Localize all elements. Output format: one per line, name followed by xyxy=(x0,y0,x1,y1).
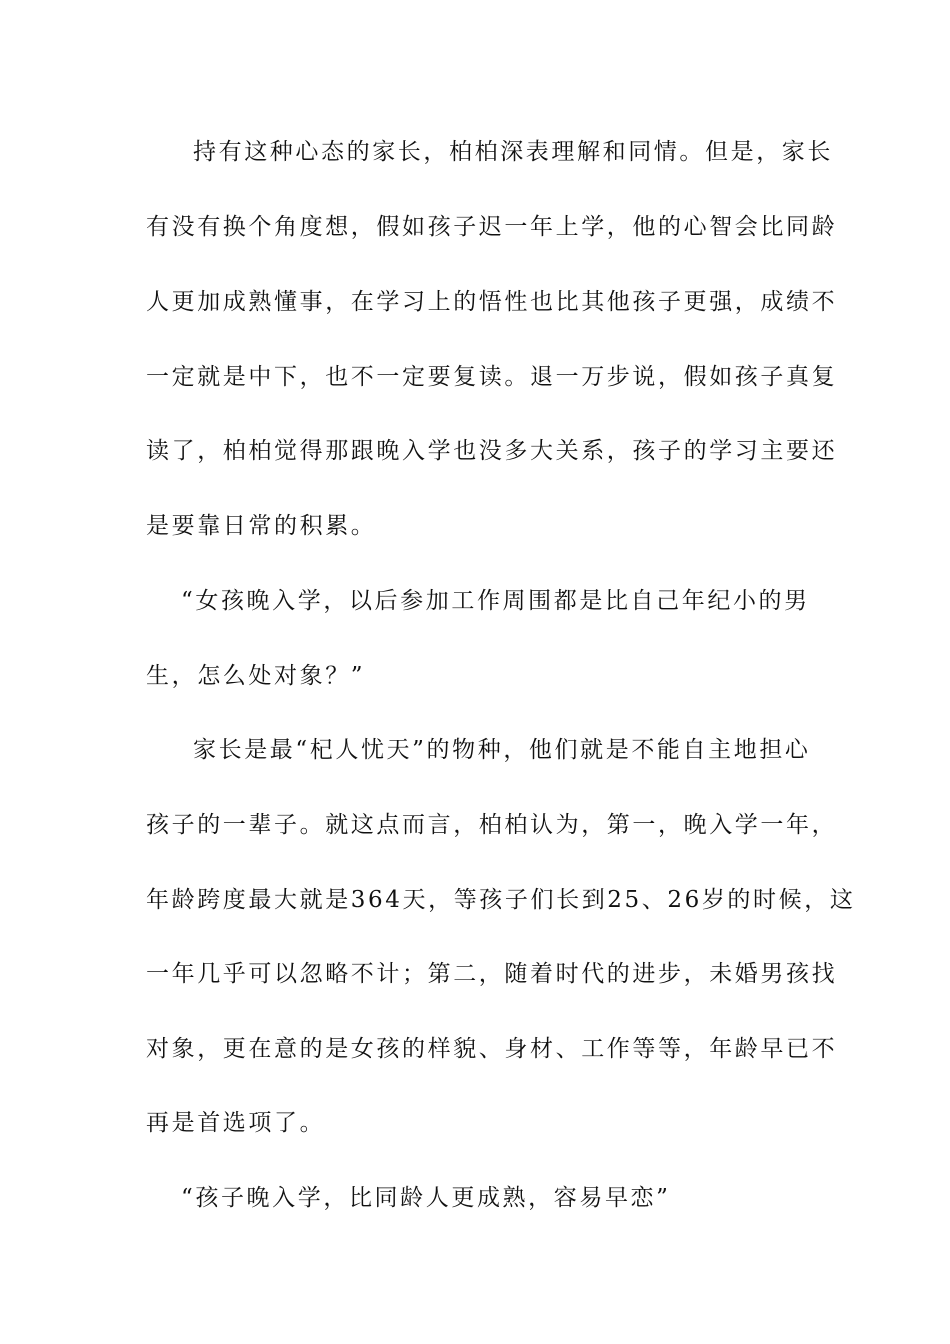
paragraph-4-line-1: “孩子晚入学，比同龄人更成熟，容易早恋” xyxy=(181,1185,671,1211)
paragraph-1-line-1: 持有这种心态的家长，柏柏深表理解和同情。但是，家长 xyxy=(193,139,833,165)
paragraph-1-line-4: 一定就是中下，也不一定要复读。退一万步说，假如孩子真复 xyxy=(146,364,838,390)
paragraph-1-line-2: 有没有换个角度想，假如孩子迟一年上学，他的心智会比同龄 xyxy=(146,214,838,240)
paragraph-3-line-1: 家长是最“杞人忧天”的物种，他们就是不能自主地担心 xyxy=(193,737,811,763)
paragraph-3-line-5: 对象，更在意的是女孩的样貌、身材、工作等等，年龄早已不 xyxy=(146,1036,838,1062)
paragraph-3-line-2: 孩子的一辈子。就这点而言，柏柏认为，第一，晚入学一年， xyxy=(146,812,838,838)
paragraph-3-line-4: 一年几乎可以忽略不计；第二，随着时代的进步，未婚男孩找 xyxy=(146,961,838,987)
paragraph-1-line-3: 人更加成熟懂事，在学习上的悟性也比其他孩子更强，成绩不 xyxy=(146,289,838,315)
paragraph-2-line-2: 生，怎么处对象？” xyxy=(146,663,366,689)
paragraph-2-line-1: “女孩晚入学，以后参加工作周围都是比自己年纪小的男 xyxy=(181,588,810,614)
paragraph-3-line-6: 再是首选项了。 xyxy=(146,1110,326,1136)
paragraph-1-line-5: 读了，柏柏觉得那跟晚入学也没多大关系，孩子的学习主要还 xyxy=(146,438,838,464)
paragraph-1-line-6: 是要靠日常的积累。 xyxy=(146,513,377,539)
paragraph-3-line-3: 年龄跨度最大就是364天，等孩子们长到25、26岁的时候，这 xyxy=(146,887,856,913)
